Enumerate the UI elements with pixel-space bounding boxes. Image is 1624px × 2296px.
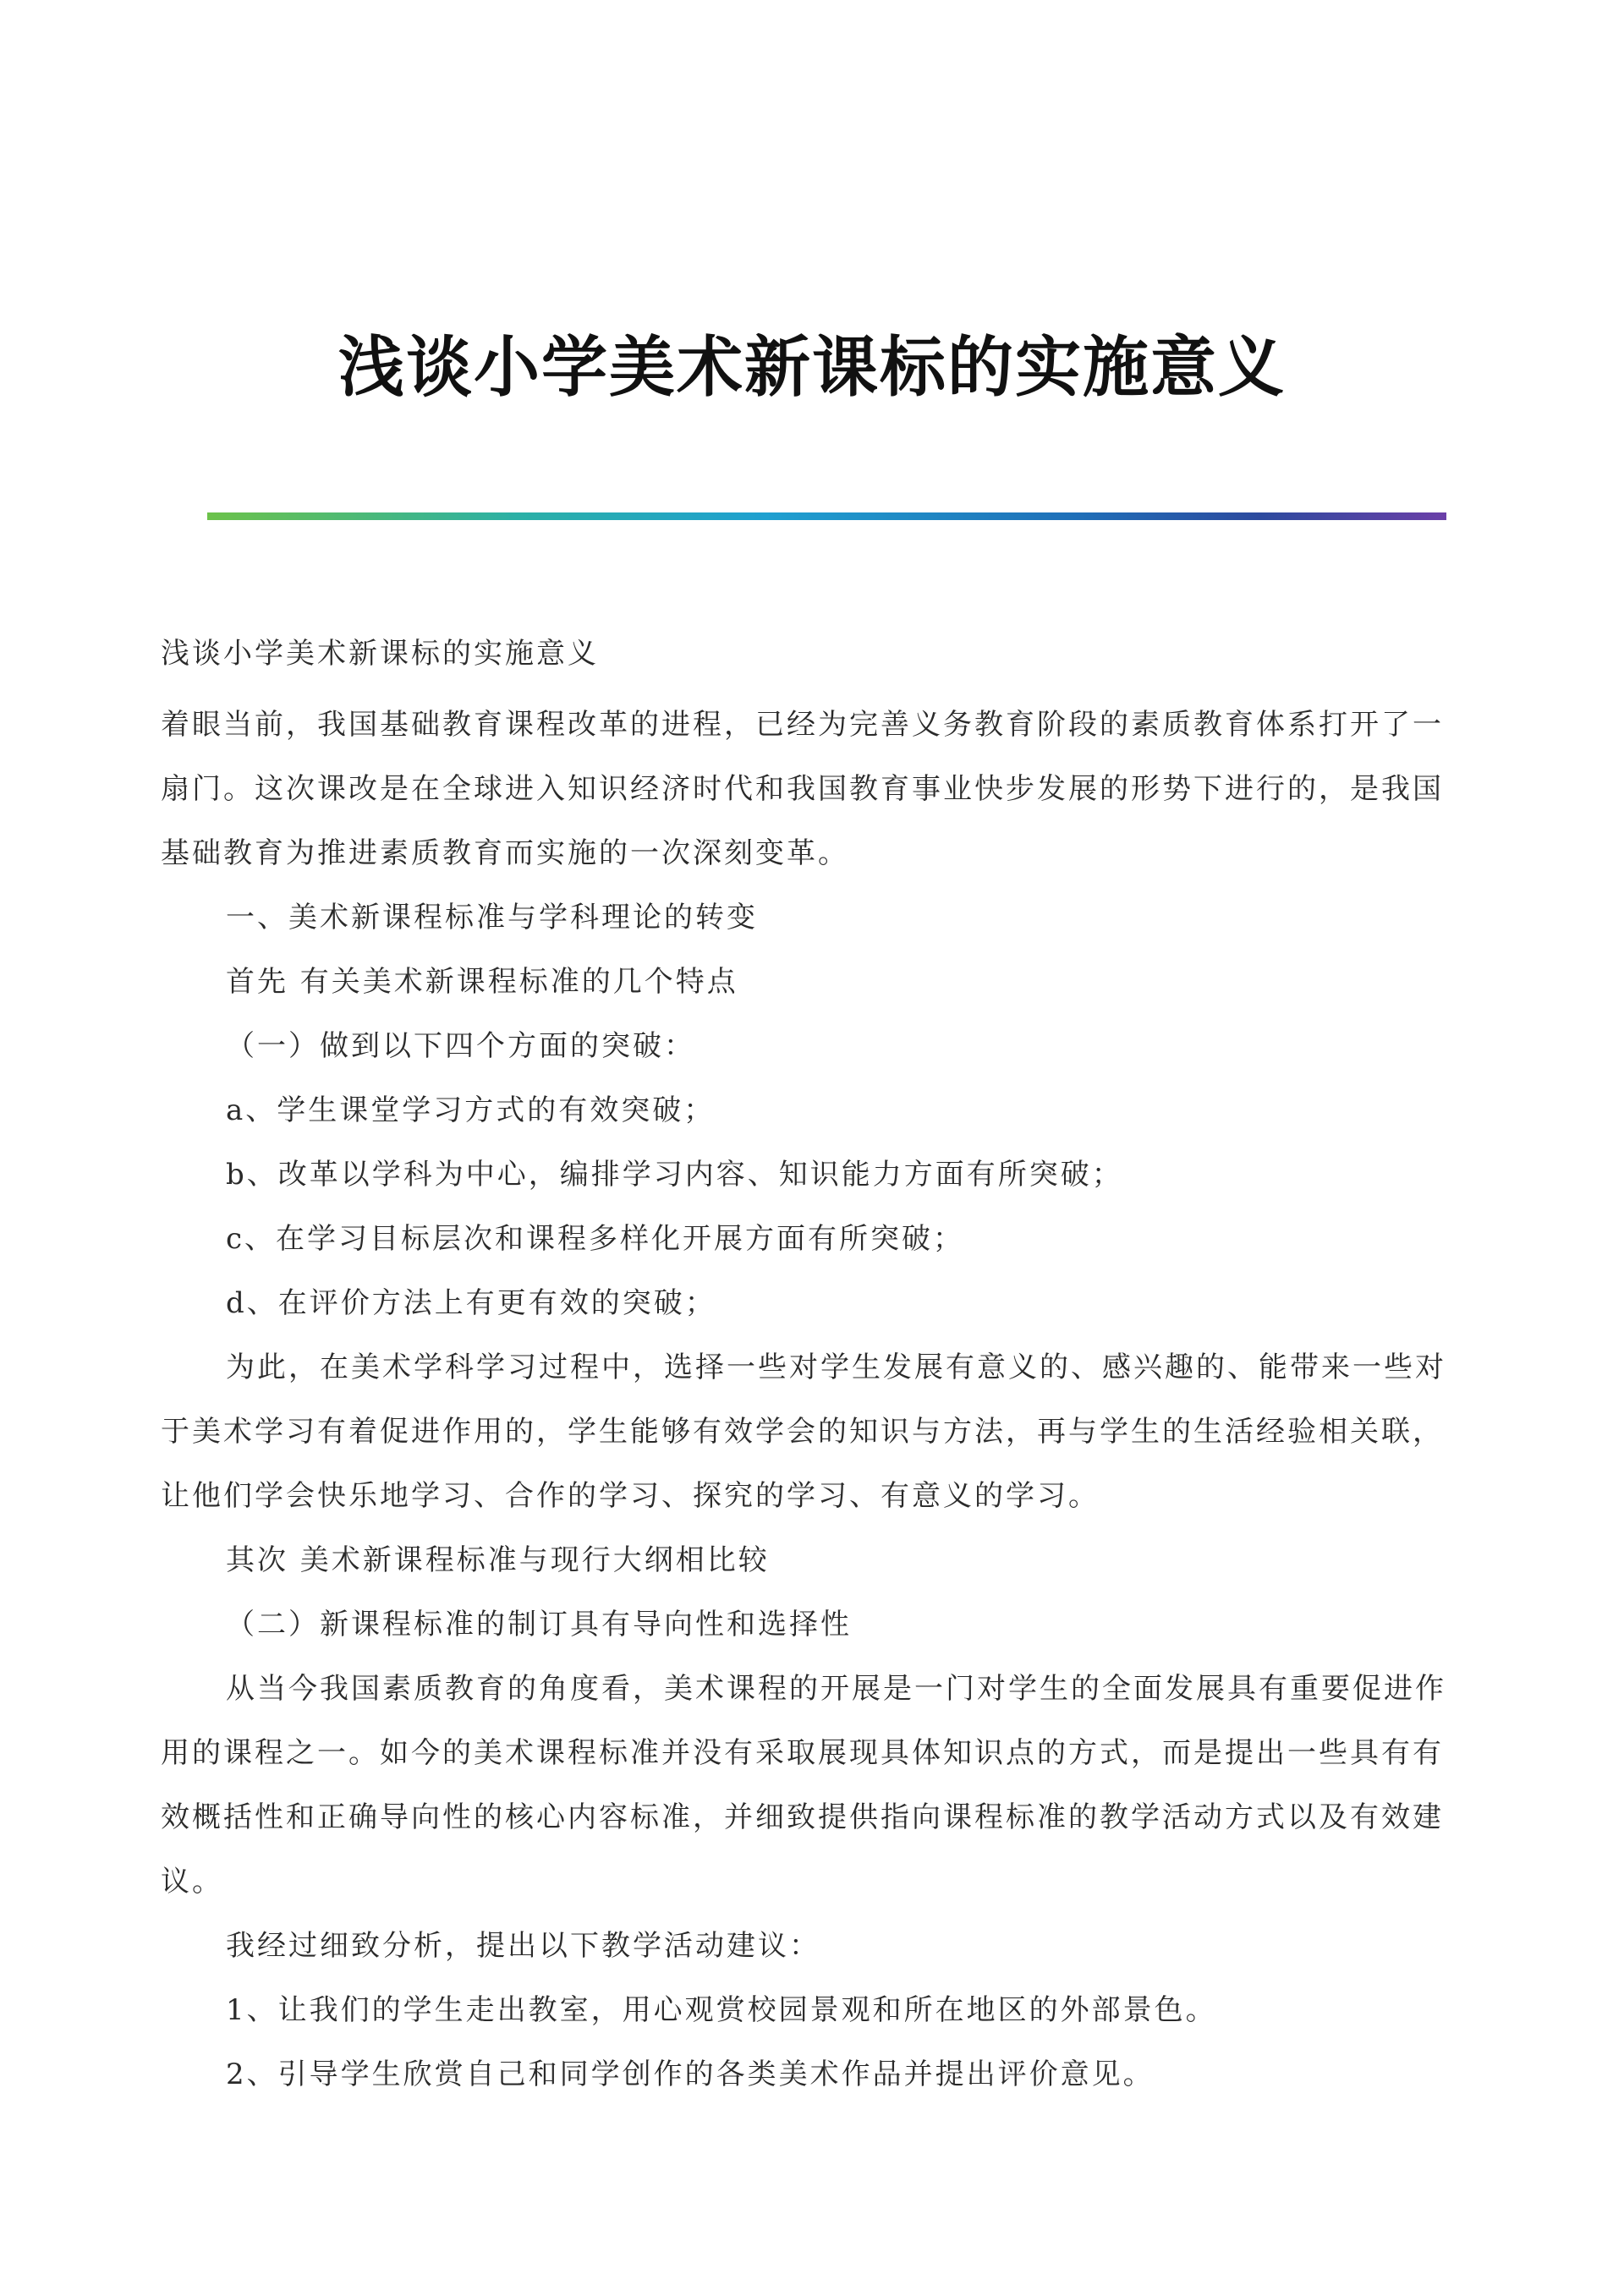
list-heading-1: （一）做到以下四个方面的突破： [226,1029,695,1063]
body-subtitle: 浅谈小学美术新课标的实施意义 [161,637,599,671]
subsection-second: 其次 美术新课程标准与现行大纲相比较 [226,1543,770,1577]
list-item-a: a、学生课堂学习方式的有效突破； [226,1093,716,1127]
list-item-d: d、在评价方法上有更有效的突破； [226,1286,716,1320]
list-item-b: b、改革以学科为中心，编排学习内容、知识能力方面有所突破； [226,1158,1123,1192]
title-gradient-rule [207,512,1446,520]
list-heading-2: （二）新课程标准的制订具有导向性和选择性 [226,1608,852,1641]
list-item-c: c、在学习目标层次和课程多样化开展方面有所突破； [226,1222,965,1256]
paragraph-suggestions-intro: 我经过细致分析，提出以下教学活动建议： [226,1929,820,1963]
paragraph-intro: 着眼当前，我国基础教育课程改革的进程，已经为完善义务教育阶段的素质教育体系打开了一扇门。这次课改是在全球进入知识经济时代和我国教育事业快步发展的形势下进行的，是我国基础教育为推进素质教育而实施的一次深刻变革。 [161,708,1444,870]
document-title: 浅谈小学美术新课标的实施意义 [337,329,1286,406]
document-body [161,622,1468,2107]
section-heading-1: 一、美术新课程标准与学科理论的转变 [226,901,758,934]
subsection-first: 首先 有关美术新课程标准的几个特点 [226,965,738,999]
suggestion-item-2: 2、引导学生欣赏自己和同学创作的各类美术作品并提出评价意见。 [226,2058,1155,2091]
paragraph-perspective: 从当今我国素质教育的角度看，美术课程的开展是一门对学生的全面发展具有重要促进作用的课程之一。如今的美术课程标准并没有采取展现具体知识点的方式，而是提出一些具有有效概括性和正确导向性的核心内容标准，并细致提供指向课程标准的教学活动方式以及有效建议。 [161,1672,1446,1899]
suggestion-item-1: 1、让我们的学生走出教室，用心观赏校园景观和所在地区的外部景色。 [226,1993,1217,2027]
paragraph-therefore: 为此，在美术学科学习过程中，选择一些对学生发展有意义的、感兴趣的、能带来一些对于美术学习有着促进作用的，学生能够有效学会的知识与方法，再与学生的生活经验相关联，让他们学会快乐地学习、合作的学习、探究的学习、有意义的学习。 [161,1351,1446,1513]
